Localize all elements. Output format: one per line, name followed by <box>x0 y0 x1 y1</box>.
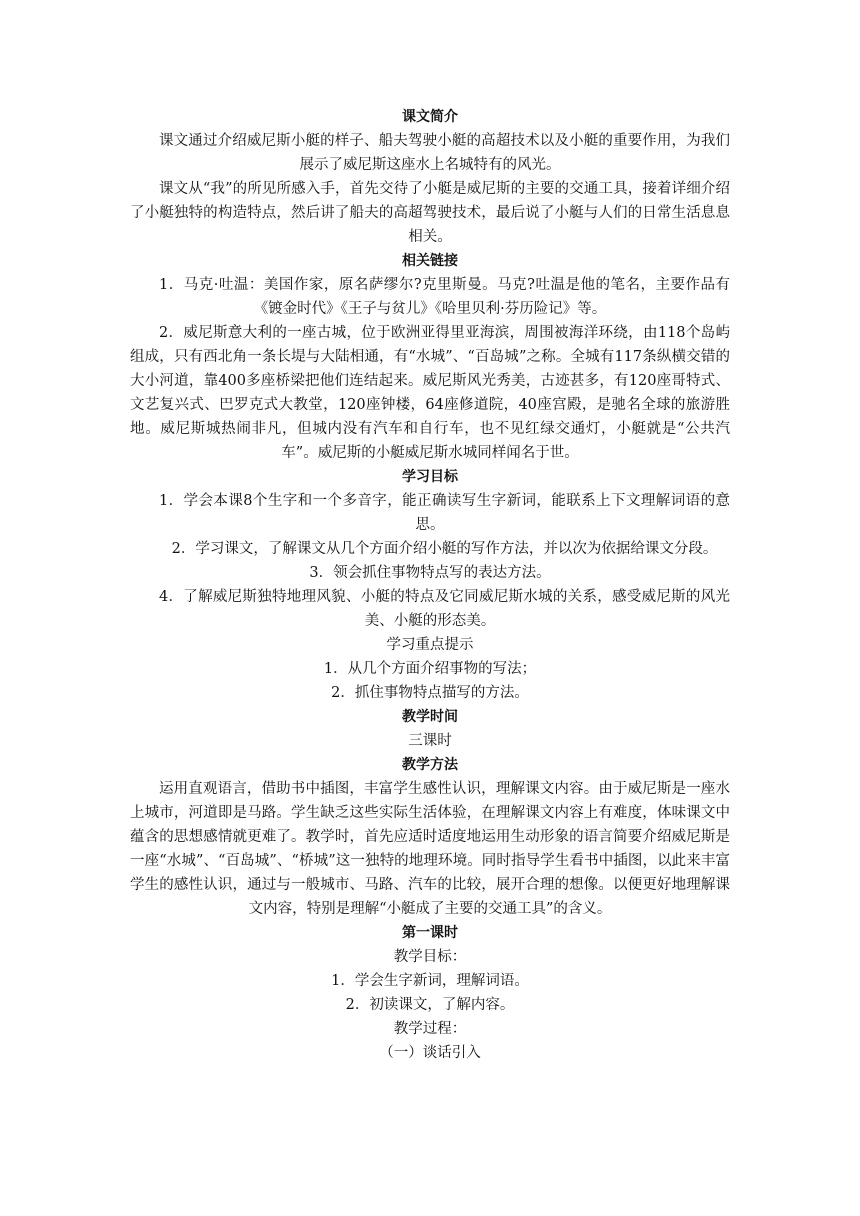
links-item-1: 1．马克·吐温：美国作家，原名萨缪尔?克里斯曼。马克?吐温是他的笔名，主要作品有《镀金时代》《王子与贫儿》《哈里贝利·芬历险记》等。 <box>159 277 730 317</box>
section-heading-time: 教学时间 <box>402 709 458 725</box>
section-heading-lesson1: 第一课时 <box>402 925 458 941</box>
section-heading-method: 教学方法 <box>402 757 458 773</box>
goal-item-3: 3．领会抓住事物特点写的表达方法。 <box>309 565 551 581</box>
key-point-2: 2．抓住事物特点描写的方法。 <box>331 685 529 701</box>
lesson1-process-label: 教学过程： <box>393 1021 467 1037</box>
key-points-title: 学习重点提示 <box>386 637 474 653</box>
lesson1-goals-label: 教学目标： <box>393 949 467 965</box>
intro-paragraph-2: 课文从“我”的所见所感入手，首先交待了小艇是威尼斯的主要的交通工具，接着详细介绍了小艇独特的构造特点，然后讲了船夫的高超驾驶技术，最后说了小艇与人们的日常生活息息相关。 <box>130 181 730 245</box>
document-page <box>130 105 730 1065</box>
section-heading-intro: 课文简介 <box>402 109 458 125</box>
section-heading-goals: 学习目标 <box>402 469 458 485</box>
lesson1-goal-1: 1．学会生字新词，理解词语。 <box>331 973 529 989</box>
goal-item-4: 4．了解威尼斯独特地理风貌、小艇的特点及它同威尼斯水城的关系，感受威尼斯的风光美、小艇的形态美。 <box>159 589 730 629</box>
intro-paragraph-1: 课文通过介绍威尼斯小艇的样子、船夫驾驶小艇的高超技术以及小艇的重要作用，为我们展示了威尼斯这座水上名城特有的风光。 <box>159 133 730 173</box>
lesson1-step-1: （一）谈话引入 <box>379 1045 481 1061</box>
goal-item-1: 1．学会本课8个生字和一个多音字，能正确读写生字新词，能联系上下文理解词语的意思。 <box>159 493 730 533</box>
links-item-2: 2．威尼斯意大利的一座古城，位于欧洲亚得里亚海滨，周围被海洋环绕，由118个岛屿组成，只有西北角一条长堤与大陆相通，有“水城”、“百岛城”之称。全城有117条纵横交错的大小河道，靠400多座桥梁把他们连结起来。威尼斯风光秀美，古迹甚多，有120座哥特式、文艺复兴式、巴罗克式大教堂，120座钟楼，64座修道院，40座宫殿，是驰名全球的旅游胜地。威尼斯城热闹非凡，但城内没有汽车和自行车，也不见红绿交通灯，小艇就是“公共汽车”。威尼斯的小艇威尼斯水城同样闻名于世。 <box>130 325 730 461</box>
section-heading-links: 相关链接 <box>402 253 458 269</box>
key-point-1: 1．从几个方面介绍事物的写法； <box>323 661 537 677</box>
lesson1-goal-2: 2．初读课文，了解内容。 <box>345 997 515 1013</box>
teaching-time-value: 三课时 <box>408 733 452 749</box>
method-paragraph: 运用直观语言，借助书中插图，丰富学生感性认识，理解课文内容。由于威尼斯是一座水上城市，河道即是马路。学生缺乏这些实际生活体验，在理解课文内容上有难度，体味课文中蕴含的思想感情就更难了。教学时，首先应适时适度地运用生动形象的语言简要介绍威尼斯是一座“水城”、“百岛城”、“桥城”这一独特的地理环境。同时指导学生看书中插图，以此来丰富学生的感性认识，通过与一般城市、马路、汽车的比较，展开合理的想像。以便更好地理解课文内容，特别是理解“小艇成了主要的交通工具”的含义。 <box>130 781 730 917</box>
goal-item-2: 2．学习课文，了解课文从几个方面介绍小艇的写作方法，并以次为依据给课文分段。 <box>171 541 718 557</box>
